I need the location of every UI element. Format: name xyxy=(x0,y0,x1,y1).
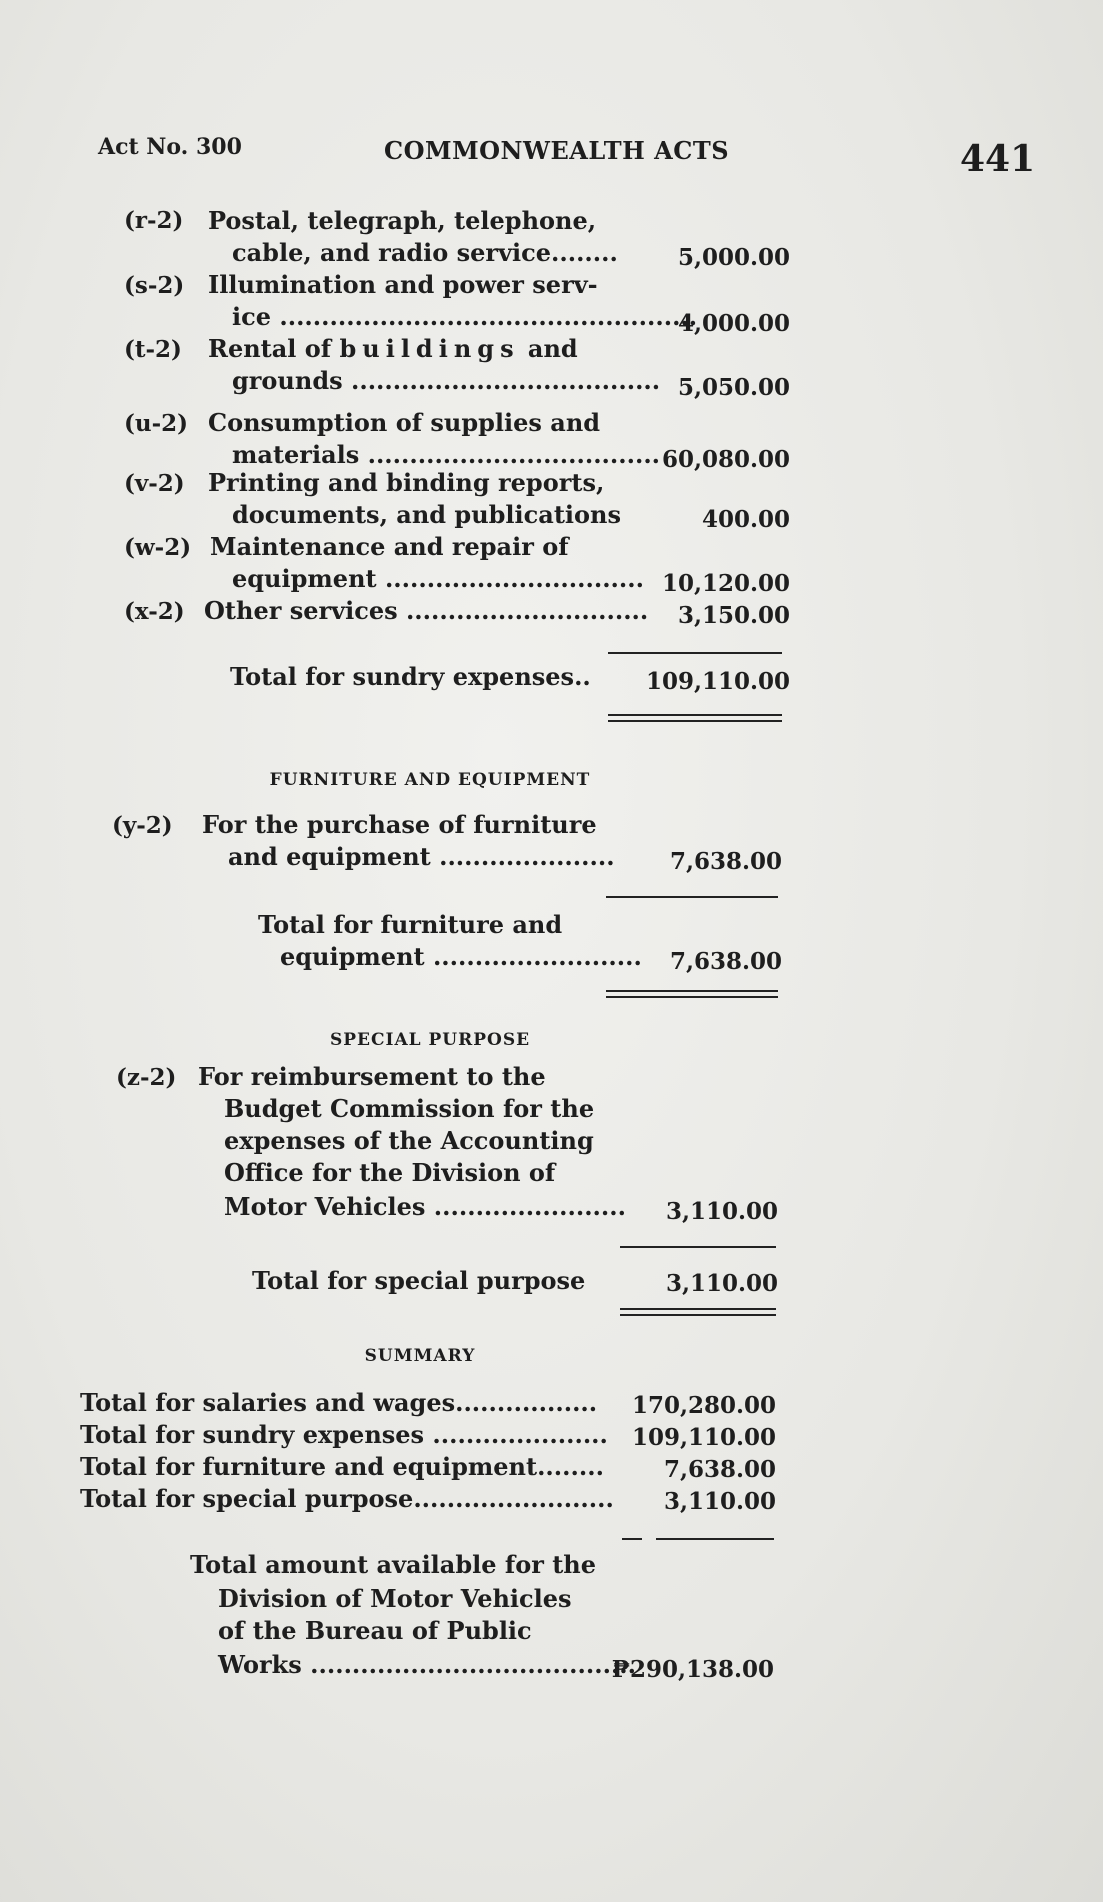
sundry-total-label: Total for sundry expenses.. xyxy=(230,662,591,691)
item-text: ice .................................................. xyxy=(232,302,698,331)
section-heading-special: SPECIAL PURPOSE xyxy=(329,1030,531,1050)
running-title: COMMONWEALTH ACTS xyxy=(384,136,730,165)
item-amount: 5,000.00 xyxy=(677,244,790,271)
item-code: (w-2) xyxy=(124,534,192,561)
item-code: (x-2) xyxy=(124,598,185,625)
item-text: materials ................................... xyxy=(232,440,661,469)
item-amount: 3,150.00 xyxy=(677,602,790,629)
summary-row-amount: 7,638.00 xyxy=(663,1456,776,1483)
furniture-total-label: equipment ......................... xyxy=(280,942,642,971)
item-text: and equipment ..................... xyxy=(228,842,615,871)
subtotal-rule xyxy=(608,652,782,654)
summary-row-amount: 170,280.00 xyxy=(631,1392,776,1419)
grand-total-label: Total amount available for the xyxy=(190,1550,597,1579)
item-text: documents, and publications xyxy=(232,500,621,529)
item-amount: 5,050.00 xyxy=(677,374,790,401)
item-code: (y-2) xyxy=(112,812,173,839)
act-number: Act No. 300 xyxy=(98,134,242,160)
item-text: Office for the Division of xyxy=(224,1158,556,1187)
double-rule xyxy=(620,1308,776,1310)
item-amount: 3,110.00 xyxy=(665,1198,778,1225)
summary-row-label: Total for furniture and equipment........ xyxy=(80,1452,604,1481)
item-text-part: and xyxy=(519,334,578,363)
item-amount: 10,120.00 xyxy=(661,570,790,597)
item-text: Other services ............................. xyxy=(204,596,649,625)
furniture-total-amount: 7,638.00 xyxy=(669,948,782,975)
double-rule xyxy=(608,714,782,716)
item-text: For the purchase of furniture xyxy=(202,810,597,839)
grand-total-amount: ₱290,138.00 xyxy=(611,1656,774,1683)
item-text: equipment ............................... xyxy=(232,564,644,593)
double-rule xyxy=(608,720,782,722)
item-text: Budget Commission for the xyxy=(224,1094,595,1123)
item-text: grounds ..................................... xyxy=(232,366,661,395)
item-code: (v-2) xyxy=(124,470,185,497)
item-amount: 60,080.00 xyxy=(661,446,790,473)
summary-row-label: Total for special purpose........................ xyxy=(80,1484,614,1513)
item-text: Maintenance and repair of xyxy=(210,532,569,561)
grand-total-label: Works ....................................... xyxy=(218,1650,637,1679)
grand-total-label: of the Bureau of Public xyxy=(218,1616,532,1645)
item-code: (t-2) xyxy=(124,336,182,363)
item-text: Motor Vehicles ....................... xyxy=(224,1192,626,1221)
special-total-label: Total for special purpose xyxy=(252,1266,586,1295)
item-text: Postal, telegraph, telephone, xyxy=(208,206,597,235)
section-heading-summary: SUMMARY xyxy=(364,1346,476,1366)
item-text: cable, and radio service........ xyxy=(232,238,618,267)
item-code: (s-2) xyxy=(124,272,185,299)
item-text: Illumination and power serv- xyxy=(208,270,598,299)
double-rule xyxy=(606,996,778,998)
item-amount: 4,000.00 xyxy=(677,310,790,337)
item-text: Consumption of supplies and xyxy=(208,408,601,437)
furniture-total-label: Total for furniture and xyxy=(258,910,563,939)
sundry-total-amount: 109,110.00 xyxy=(645,668,790,695)
item-text-part: buildings xyxy=(339,334,520,363)
summary-row-label: Total for sundry expenses ..................... xyxy=(80,1420,608,1449)
item-text: For reimbursement to the xyxy=(198,1062,546,1091)
summary-row-amount: 109,110.00 xyxy=(631,1424,776,1451)
item-code: (r-2) xyxy=(124,207,184,234)
summary-row-amount: 3,110.00 xyxy=(663,1488,776,1515)
item-text xyxy=(208,334,578,363)
item-text: Printing and binding reports, xyxy=(208,468,605,497)
section-heading-furniture: FURNITURE AND EQUIPMENT xyxy=(269,770,591,790)
summary-rule xyxy=(656,1538,774,1540)
summary-row-label: Total for salaries and wages................. xyxy=(80,1388,598,1417)
item-code: (z-2) xyxy=(116,1064,177,1091)
item-amount: 400.00 xyxy=(701,506,790,533)
item-amount: 7,638.00 xyxy=(669,848,782,875)
item-text-part: Rental of xyxy=(208,334,340,363)
grand-total-label: Division of Motor Vehicles xyxy=(218,1584,572,1613)
summary-rule-dash xyxy=(622,1538,642,1540)
item-text: expenses of the Accounting xyxy=(224,1126,594,1155)
page-number: 441 xyxy=(960,138,1036,180)
double-rule xyxy=(606,990,778,992)
special-total-amount: 3,110.00 xyxy=(665,1270,778,1297)
double-rule xyxy=(620,1314,776,1316)
item-code: (u-2) xyxy=(124,410,189,437)
subtotal-rule xyxy=(620,1246,776,1248)
subtotal-rule xyxy=(606,896,778,898)
